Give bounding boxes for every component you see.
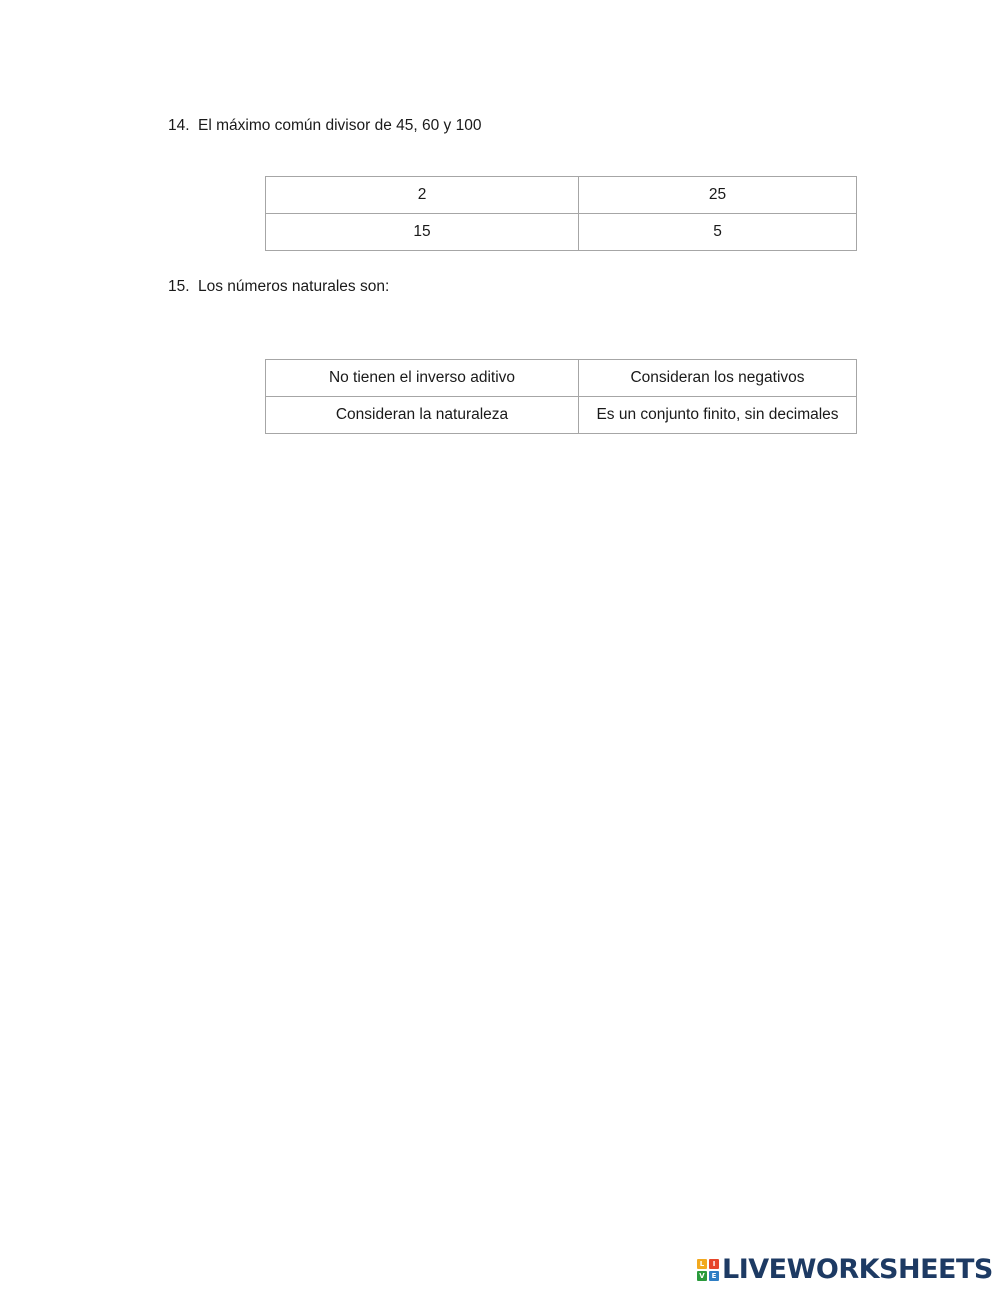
logo-wordmark: LIVEWORKSHEETS <box>722 1254 993 1285</box>
answer-options-table-14 <box>265 176 857 251</box>
table-row <box>266 214 857 251</box>
answer-option[interactable]: 15 <box>266 214 579 251</box>
answer-option[interactable]: Consideran la naturaleza <box>266 397 579 434</box>
table-row <box>266 177 857 214</box>
table-row <box>266 360 857 397</box>
answer-option[interactable]: Es un conjunto finito, sin decimales <box>579 397 857 434</box>
question-number: 15. <box>168 278 190 295</box>
answer-options-table-15 <box>265 359 857 434</box>
answer-option[interactable]: No tienen el inverso aditivo <box>266 360 579 397</box>
table-row <box>266 397 857 434</box>
answer-option[interactable]: Consideran los negativos <box>579 360 857 397</box>
question-text: El máximo común divisor de 45, 60 y 100 <box>198 117 482 134</box>
question-number: 14. <box>168 117 190 134</box>
question-14 <box>168 117 481 135</box>
liveworksheets-logo <box>697 1256 993 1283</box>
question-text: Los números naturales son: <box>198 278 390 295</box>
answer-option[interactable]: 5 <box>579 214 857 251</box>
logo-blocks-icon: L I V E <box>697 1259 719 1281</box>
question-15 <box>168 278 389 296</box>
answer-option[interactable]: 2 <box>266 177 579 214</box>
answer-option[interactable]: 25 <box>579 177 857 214</box>
